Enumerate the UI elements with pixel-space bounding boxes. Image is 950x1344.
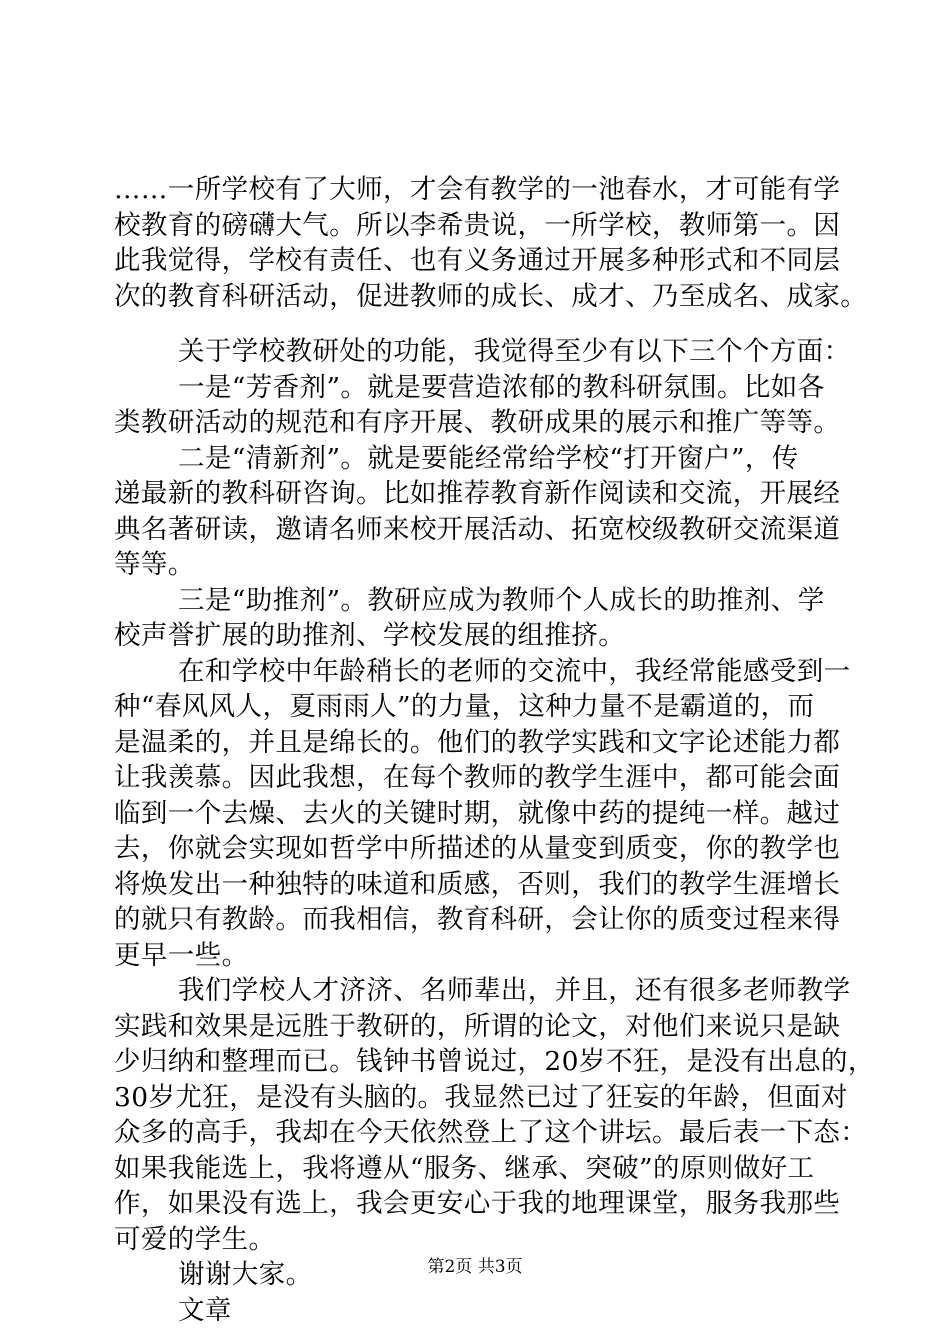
text-line: 实践和效果是远胜于教研的，所谓的论文，对他们来说只是缺 <box>114 1010 841 1042</box>
text-line: 递最新的教科研咨询。比如推荐教育新作阅读和交流，开展经 <box>114 478 841 509</box>
text-line: 类教研活动的规范和有序开展、教研成果的展示和推广等等。 <box>114 407 841 438</box>
text-line: 校声誉扩展的助推剂、学校发展的组推挤。 <box>114 620 626 651</box>
text-line: 二是“清新剂”。就是要能经常给学校“打开窗户”，传 <box>178 442 799 474</box>
text-line: 可爱的学生。 <box>114 1223 276 1255</box>
text-line: 如果我能选上，我将遵从“服务、继承、突破”的原则做好工 <box>114 1152 815 1184</box>
text-line: 临到一个去燥、去火的关键时期，就像中药的提纯一样。越过 <box>114 797 841 829</box>
text-line: 30岁尤狂，是没有头脑的。我显然已过了狂妄的年龄，但面对 <box>114 1081 848 1113</box>
text-line: 等等。 <box>114 549 195 580</box>
text-line: 作，如果没有选上，我会更安心于我的地理课堂，服务我那些 <box>114 1188 841 1219</box>
text-line: 种“春风风人，夏雨雨人”的力量，这种力量不是霸道的，而 <box>114 691 815 722</box>
text-line: 更早一些。 <box>114 939 249 971</box>
paragraph-gap <box>114 314 844 334</box>
text-line: 在和学校中年龄稍长的老师的交流中，我经常能感受到一 <box>178 655 851 687</box>
text-line: 文章 <box>178 1294 232 1326</box>
text-line: 次的教育科研活动，促进教师的成长、成才、乃至成名、成家。 <box>114 280 868 312</box>
text-line: 典名著研读，邀请名师来校开展活动、拓宽校级教研交流渠道 <box>114 513 841 545</box>
text-line: 去，你就会实现如哲学中所描述的从量变到质变，你的教学也 <box>114 833 841 864</box>
document-body <box>114 172 875 1328</box>
text-line: 一是“芳香剂”。就是要营造浓郁的教科研氛围。比如各 <box>178 371 825 403</box>
text-line: 谢谢大家。 <box>178 1259 313 1290</box>
text-line: 校教育的磅礴大气。所以李希贵说，一所学校，教师第一。因 <box>114 209 841 241</box>
text-line: 让我羡慕。因此我想，在每个教师的教学生涯中，都可能会面 <box>114 762 841 793</box>
text-line: 三是“助推剂”。教研应成为教师个人成长的助推剂、学 <box>178 584 825 616</box>
page-number-footer: 第2页 共3页 <box>427 1257 523 1277</box>
text-line: 此我觉得，学校有责任、也有义务通过开展多种形式和不同层 <box>114 245 841 276</box>
text-line: 是温柔的，并且是绵长的。他们的教学实践和文字论述能力都 <box>114 726 841 758</box>
text-line: 我们学校人才济济、名师辈出，并且，还有很多老师教学 <box>178 975 851 1006</box>
text-line: 关于学校教研处的功能，我觉得至少有以下三个个方面： <box>178 336 851 367</box>
text-line: 众多的高手，我却在今天依然登上了这个讲坛。最后表一下态： <box>114 1117 868 1148</box>
text-line: 的就只有教龄。而我相信，教育科研，会让你的质变过程来得 <box>114 904 841 935</box>
text-line: ……一所学校有了大师，才会有教学的一池春水，才可能有学 <box>114 174 841 205</box>
text-line: 将焕发出一种独特的味道和质感，否则，我们的教学生涯增长 <box>114 868 841 900</box>
text-line: 少归纳和整理而已。钱钟书曾说过，20岁不狂，是没有出息的， <box>114 1046 875 1077</box>
